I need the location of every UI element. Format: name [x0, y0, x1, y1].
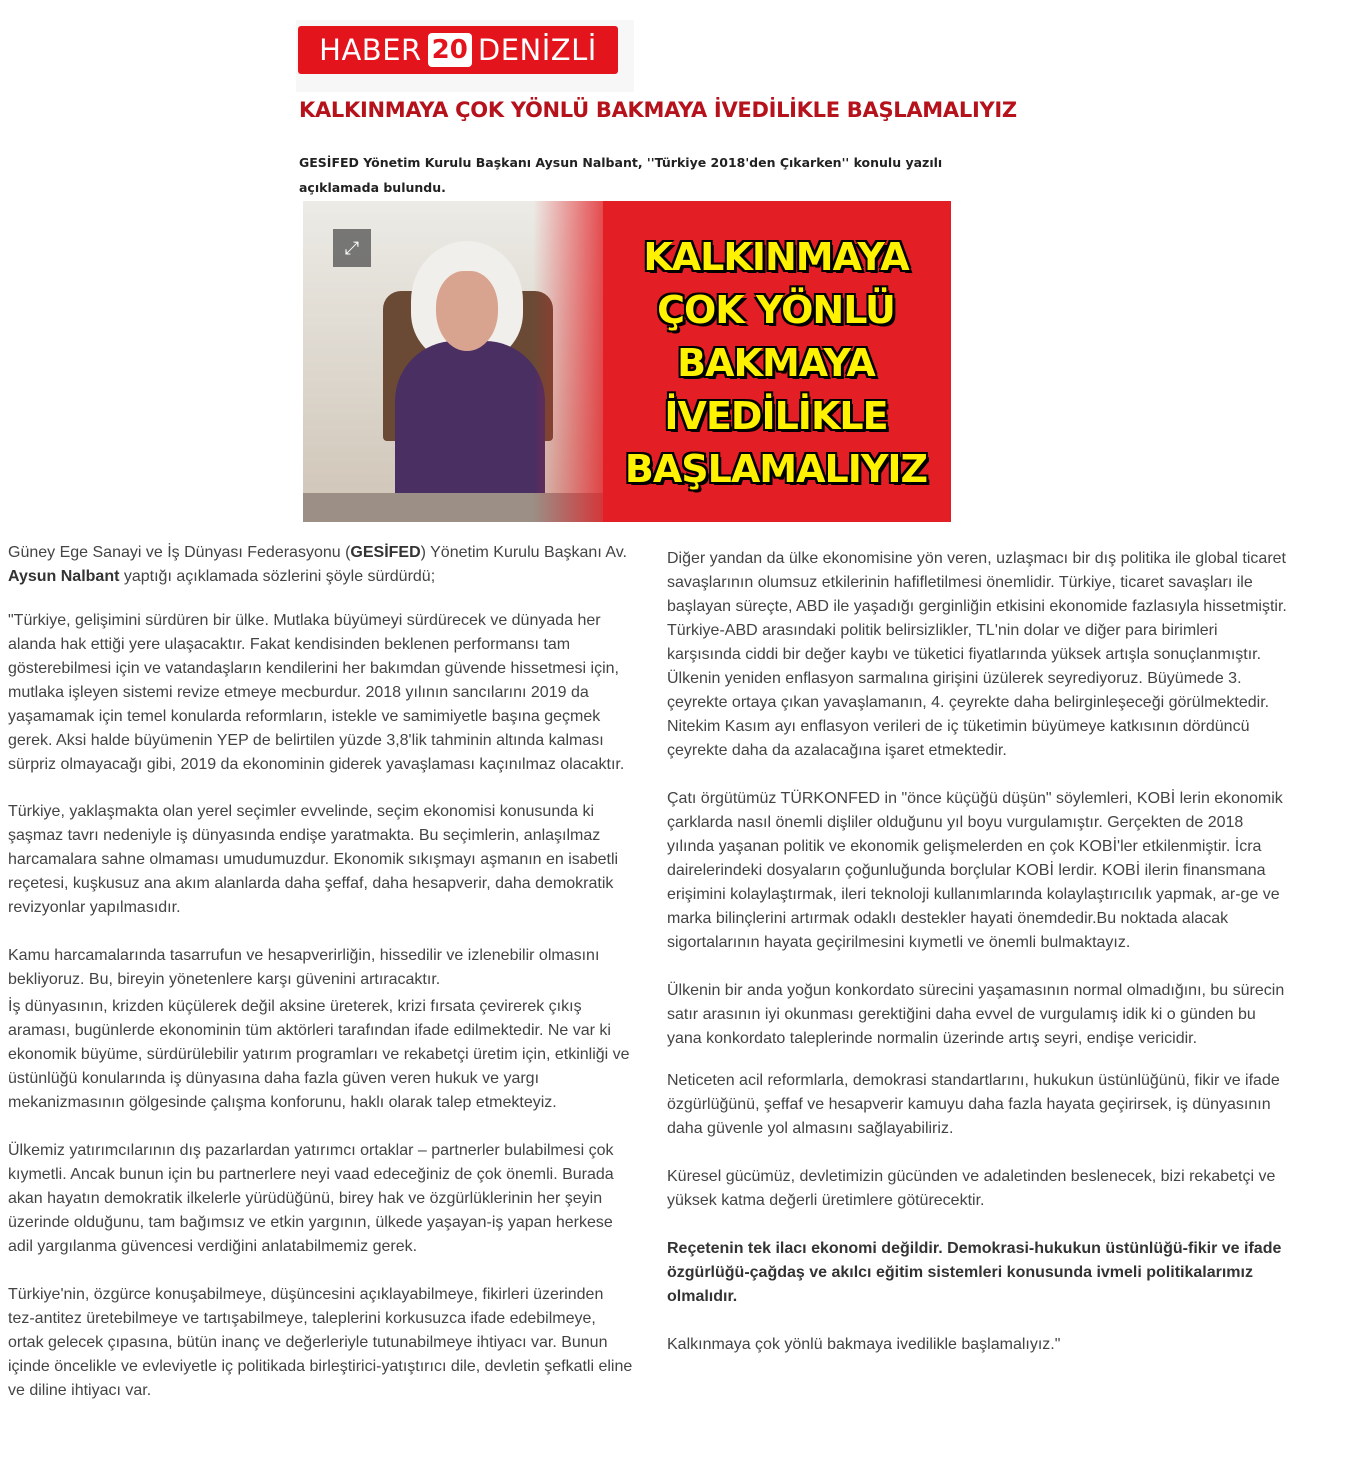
intro-text: Güney Ege Sanayi ve İş Dünyası Federasyonu ( — [8, 544, 351, 561]
logo-word-haber: HABER — [319, 33, 422, 67]
bold-paragraph: Reçetenin tek ilacı ekonomi değildir. Demokrasi-hukukun üstünlüğü-fikir ve ifade özgürlüğü-çağdaş ve akılcı eğitim sistemleri konusunda ivmeli politikalarımız olmalıdır. — [667, 1240, 1282, 1305]
hero-line: BAKMAYA — [677, 341, 875, 385]
paragraph: "Türkiye, gelişimini sürdüren bir ülke. Mutlaka büyümeyi sürdürecek ve dünyada her alanda hak ettiği yere ulaşacaktır. Fakat kendisinden beklenen performansı tam gösterebilmesi için ve vatandaşların kendilerini her bakımdan güvende hissetmesi için, mutlaka işleyen sistemi revize etmeye mecburdur. 2018 yılının sancılarını 2019 da yaşamamak için temel konularda reformların, istekle ve samimiyetle başına geçmek gerek. Aksi halde büyümenin YEP de belirtilen yüzde 3,8'lik tahminin altında kalması sürpriz olmayacağı gibi, 2019 da ekonominin giderek yavaşlaması kaçınılmaz olacaktır. — [8, 612, 625, 773]
article-title: KALKINMAYA ÇOK YÖNLÜ BAKMAYA İVEDİLİKLE BAŞLAMALIYIZ — [299, 98, 1017, 122]
logo-number: 20 — [428, 33, 472, 67]
paragraph: Ülkemiz yatırımcılarının dış pazarlardan yatırımcı ortaklar – partnerler bulabilmesi çok kıymetli. Ancak bunun için bu partnerlere neyi vaad edeceğiniz de çok önemli. Burada akan hayatın demokratik ilkelerle yürüdüğünü, birey hak ve özgürlüklerinin her şeyin üzerinde olduğunu, tam bağımsız ve etkin yargının, ülkede yaşayan-iş yapan herkese adil yargılanma güvencesi verdiğini anlatabilmemiz gerek. — [8, 1142, 614, 1255]
logo-word-denizli: DENİZLİ — [477, 33, 597, 67]
hero-line: ÇOK YÖNLÜ — [657, 288, 895, 332]
paragraph: Neticeten acil reformlarla, demokrasi standartlarını, hukukun üstünlüğünü, fikir ve ifade özgürlüğünü, şeffaf ve hesapverir kamuyu daha fazla hayata geçirirsek, iş dünyasının daha güvenle yol almasını sağlayabiliriz. — [667, 1072, 1280, 1137]
hero-line: KALKINMAYA — [643, 235, 909, 279]
closing-paragraph: Kalkınmaya çok yönlü bakmaya ivedilikle başlamalıyız." — [667, 1336, 1061, 1353]
intro-text: yaptığı açıklamada sözlerini şöyle sürdürdü; — [119, 568, 436, 585]
paragraph: Kamu harcamalarında tasarrufun ve hesapverirliğin, hissedilir ve izlenebilir olmasını bekliyoruz. Bu, bireyin yönetenlere karşı güvenini artıracaktır. — [8, 947, 600, 988]
hero-line: İVEDİLİKLE — [664, 394, 888, 438]
paragraph: Türkiye'nin, özgürce konuşabilmeye, düşüncesini açıklayabilmeye, fikirleri üzerinden tez-antitez üretebilmeye ve tartışabilmeye, taleplerini korkusuzca ifade edebilmeye, ortak gelecek çıpasına, bütün inanç ve değerleriyle tutunabilmeye ihtiyacı var. Bunun içinde öncelikle ve evleviyetle iç politikada birleştirici-yatıştırıcı dile, devletin şefkatli eline ve diline ihtiyacı var. — [8, 1286, 633, 1399]
site-logo-area[interactable] — [296, 20, 634, 92]
face-shape — [436, 271, 498, 351]
paragraph: Diğer yandan da ülke ekonomisine yön veren, uzlaşmacı bir dış politika ile global ticaret savaşlarının olumsuz etkilerinin hafifletilmesi önemlidir. Türkiye, ticaret savaşları ile başlayan süreçte, ABD ile yaşadığı gerginliğin etkisini ekonomide fazlasıyla hissetmiştir. Türkiye-ABD arasındaki politik belirsizlikler, TL'nin dolar ve diğer para birimleri karşısında ciddi bir değer kaybı ve tüketici fiyatlarında yüksek artışla sonuçlanmıştır. Ülkenin yeniden enflasyon sarmalına girişini üzülerek seyrediyoruz. Büyümede 3. çeyrekte ortaya çıkan yavaşlamanın, 4. çeyrekte daha belirginleşeceği görülmektedir. Nitekim Kasım ayı enflasyon verileri de iç tüketimin büyümeye katkısının dördüncü çeyrekte daha da azalacağına işaret etmektedir. — [667, 550, 1287, 759]
paragraph: İş dünyasının, krizden küçülerek değil aksine üreterek, krizi fırsata çevirerek çıkış araması, bugünlerde ekonominin tüm aktörleri tarafından ifade edilmektedir. Ne var ki ekonomik büyüme, sürdürülebilir yatırım programları ve rekabetçi üretim için, etkinliği ve üstünlüğü konularında iş dünyasına daha fazla güven veren hukuk ve yargı mekanizmasının gölgesinde çalışma konforunu, haklı olarak talep etmekteyiz. — [8, 998, 630, 1111]
intro-org: GESİFED — [350, 544, 421, 561]
intro-paragraph — [8, 541, 633, 589]
intro-text: ) Yönetim Kurulu Başkanı Av. — [420, 544, 627, 561]
hero-image[interactable] — [303, 201, 951, 522]
site-logo[interactable] — [298, 26, 618, 74]
article-column-right — [667, 547, 1287, 1357]
article-column-left — [8, 541, 633, 1403]
article-lead: GESİFED Yönetim Kurulu Başkanı Aysun Nalbant, ''Türkiye 2018'den Çıkarken'' konulu yazılı açıklamada bulundu. — [299, 155, 943, 195]
paragraph: Çatı örgütümüz TÜRKONFED in "önce küçüğü düşün" söylemleri, KOBİ lerin ekonomik çarklarda nasıl önemli dişliler olduğunu yıl boyu vurgulamıştır. Gerçekten de 2018 yılında yaşanan politik ve ekonomik gelişmelerden en çok KOBİ'ler etkilenmiştir. İcra dairelerindeki dosyaların çoğunluğunda borçlular KOBİ lerdir. KOBİ ilerin finansmana erişimini kolaylaştırmak, ileri teknoloji kullanımlarında kolaylaştırıcılık yapmak, ar-ge ve marka bilinçlerini artırmak odaklı destekler hayati önemdedir.Bu noktada alacak sigortalarının hayata geçirilmesini kıymetli ve önemli bulmaktayız. — [667, 790, 1283, 951]
expand-icon[interactable]: ⤢ — [333, 229, 371, 267]
hero-caption — [601, 231, 951, 496]
hero-line: BAŞLAMALIYIZ — [624, 447, 928, 491]
paragraph: Türkiye, yaklaşmakta olan yerel seçimler evvelinde, seçim ekonomisi konusunda ki şaşmaz tavrı nedeniyle iş dünyasında endişe yaratmakta. Bu seçimlerin, anlaşılmaz harcamalara sahne olmaması umudumuzdur. Ekonomik sıkışmayı aşmanın en isabetli reçetesi, kuşkusuz ana akım alanlarda daha şeffaf, daha hesapverir, daha demokratik revizyonlar yapılmasıdır. — [8, 803, 619, 916]
intro-name: Aysun Nalbant — [8, 568, 120, 585]
paragraph: Küresel gücümüz, devletimizin gücünden ve adaletinden beslenecek, bizi rekabetçi ve yüksek katma değerli üretimlere götürecektir. — [667, 1168, 1276, 1209]
paragraph: Ülkenin bir anda yoğun konkordato sürecini yaşamasının normal olmadığını, bu sürecin satır arasının iyi okunması gerektiğini daha evvel de vurgulamış idik ki o günden bu yana konkordato taleplerinde normalin üzerinde artış seyri, endişe vericidir. — [667, 982, 1285, 1047]
